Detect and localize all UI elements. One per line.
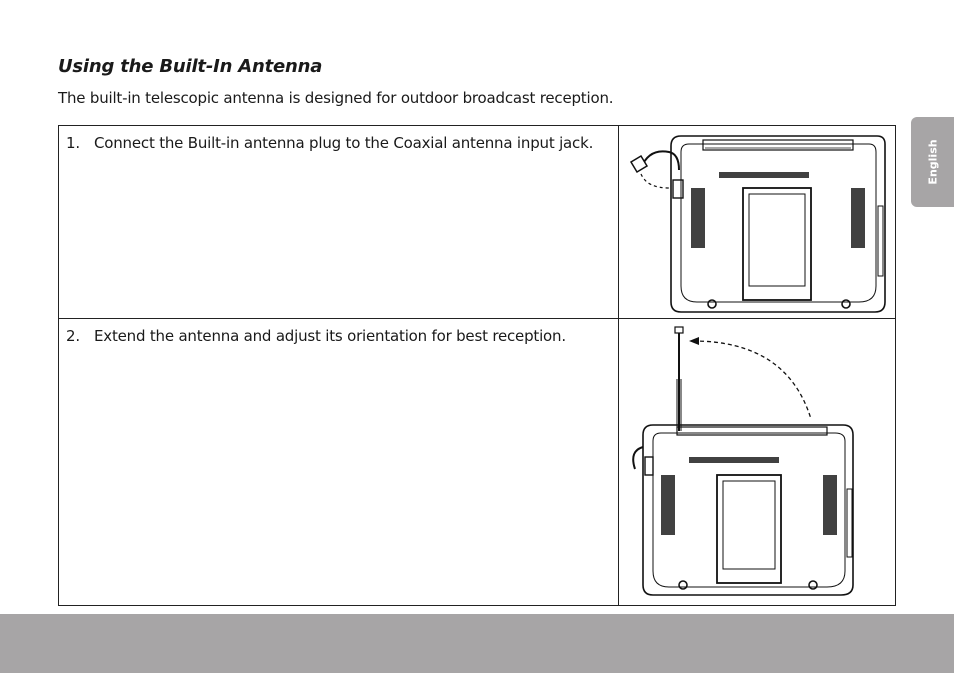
step-instruction: Connect the Built-in antenna plug to the Coaxial antenna input jack. bbox=[94, 134, 594, 152]
language-tab-label: English bbox=[926, 139, 939, 185]
device-back-antenna-plug-illustration bbox=[619, 126, 896, 318]
section-title: Using the Built-In Antenna bbox=[58, 56, 323, 77]
intro-text: The built-in telescopic antenna is designed for outdoor broadcast reception. bbox=[58, 89, 614, 107]
step-row bbox=[59, 126, 896, 319]
step-number: 1. bbox=[66, 134, 80, 152]
step-instruction: Extend the antenna and adjust its orientation for best reception. bbox=[94, 327, 566, 345]
page-footer-bar bbox=[0, 614, 954, 673]
step-number: 2. bbox=[66, 327, 80, 345]
instruction-table bbox=[58, 125, 896, 606]
device-back-antenna-extended-illustration bbox=[619, 319, 896, 605]
step-figure-cell bbox=[619, 319, 896, 606]
step-row bbox=[59, 319, 896, 606]
step-text-cell bbox=[59, 126, 619, 319]
step-text-cell bbox=[59, 319, 619, 606]
language-tab bbox=[911, 117, 954, 207]
step-figure-cell bbox=[619, 126, 896, 319]
